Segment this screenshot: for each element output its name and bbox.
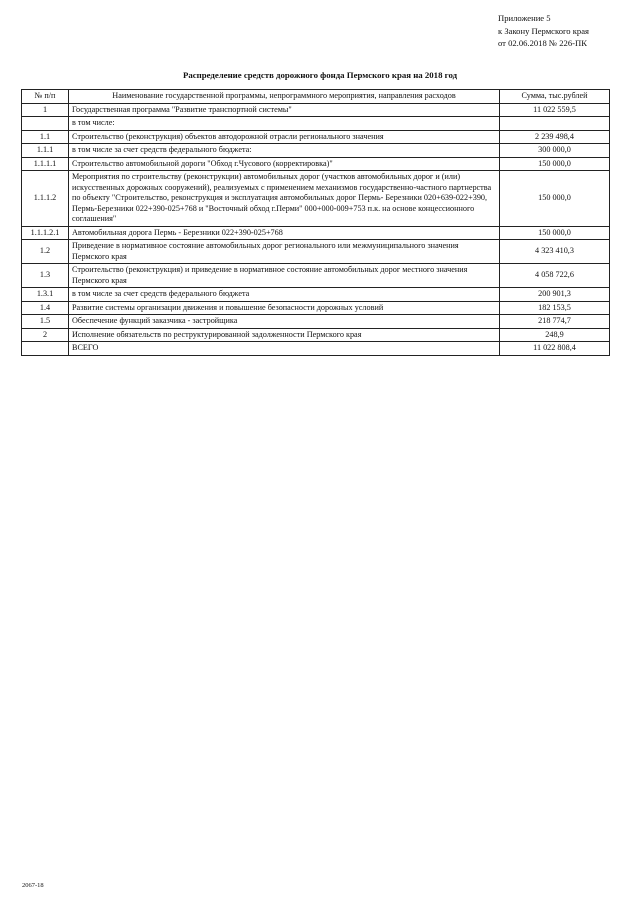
table-row xyxy=(22,264,610,288)
row-number: 1.1 xyxy=(22,130,69,144)
row-name: Строительство (реконструкция) и приведение в нормативное состояние автомобильных дорог местного значения Пермского края xyxy=(69,264,500,288)
row-name: Исполнение обязательств по реструктурированной задолженности Пермского края xyxy=(69,328,500,342)
header-name: Наименование государственной программы, непрограммного мероприятия, направления расходов xyxy=(69,90,500,104)
row-sum: 182 153,5 xyxy=(500,301,610,315)
document-title: Распределение средств дорожного фонда Пермского края на 2018 год xyxy=(182,70,458,80)
row-number: 1.1.1.1 xyxy=(22,157,69,171)
appendix-note xyxy=(498,12,589,50)
row-sum: 11 022 559,5 xyxy=(500,103,610,117)
row-number xyxy=(22,117,69,131)
row-number: 1.2 xyxy=(22,240,69,264)
table-row xyxy=(22,288,610,302)
row-name: Строительство автомобильной дороги "Обход г.Чусового (корректировка)" xyxy=(69,157,500,171)
header-num: № п/п xyxy=(22,90,69,104)
appendix-line-2: к Закону Пермского края xyxy=(498,25,589,36)
row-sum: 150 000,0 xyxy=(500,157,610,171)
row-sum: 300 000,0 xyxy=(500,144,610,158)
table-row xyxy=(22,328,610,342)
row-name: Приведение в нормативное состояние автомобильных дорог регионального или межмуниципального значения Пермского края xyxy=(69,240,500,264)
table-body xyxy=(22,103,610,355)
appendix-line-3: от 02.06.2018 № 226-ПК xyxy=(498,38,587,48)
table-row xyxy=(22,157,610,171)
row-number: 1.3.1 xyxy=(22,288,69,302)
row-sum: 218 774,7 xyxy=(500,315,610,329)
table-row xyxy=(22,301,610,315)
row-name: ВСЕГО xyxy=(69,342,500,356)
row-number: 1.1.1 xyxy=(22,144,69,158)
row-sum: 2 239 498,4 xyxy=(500,130,610,144)
row-name: Строительство (реконструкция) объектов автодорожной отрасли регионального значения xyxy=(69,130,500,144)
row-number: 1 xyxy=(22,103,69,117)
row-name: Развитие системы организации движения и повышение безопасности дорожных условий xyxy=(69,301,500,315)
table-row xyxy=(22,103,610,117)
row-sum: 4 323 410,3 xyxy=(500,240,610,264)
table-row xyxy=(22,342,610,356)
row-name: Мероприятия по строительству (реконструкции) автомобильных дорог (участков автомобильных дорог и (или) искусственных дорожных сооружений), реализуемых с применением механизмов государственно-частного партнерства по объекту "Строительство, реконструкция и эксплуатация автомобильных дорог Пермь- Березники 020+639-022+390, Пермь-Березники 022+390-025+768 и "Восточный обход г.Перми" 000+000-009+753 п.к. на основе концессионного соглашения" xyxy=(69,171,500,227)
row-number: 1.1.1.2 xyxy=(22,171,69,227)
row-name: Государственная программа "Развитие транспортной системы" xyxy=(69,103,500,117)
appendix-line-1: Приложение 5 xyxy=(498,13,551,23)
table-row xyxy=(22,130,610,144)
row-sum: 248,9 xyxy=(500,328,610,342)
budget-table xyxy=(21,89,610,356)
table-row xyxy=(22,171,610,227)
table-row xyxy=(22,240,610,264)
table-row xyxy=(22,117,610,131)
table-row xyxy=(22,315,610,329)
row-name: Автомобильная дорога Пермь - Березники 022+390-025+768 xyxy=(69,226,500,240)
row-sum: 4 058 722,6 xyxy=(500,264,610,288)
row-sum: 200 901,3 xyxy=(500,288,610,302)
table-header-row xyxy=(22,90,610,104)
table-row xyxy=(22,144,610,158)
row-sum: 150 000,0 xyxy=(500,226,610,240)
row-name: в том числе за счет средств федерального бюджета: xyxy=(69,144,500,158)
row-number xyxy=(22,342,69,356)
header-sum: Сумма, тыс.рублей xyxy=(500,90,610,104)
row-name: в том числе: xyxy=(69,117,500,131)
row-sum: 11 022 808,4 xyxy=(500,342,610,356)
footer-code: 2067-18 xyxy=(22,882,44,889)
row-number: 1.1.1.2.1 xyxy=(22,226,69,240)
row-number: 1.3 xyxy=(22,264,69,288)
row-sum: 150 000,0 xyxy=(500,171,610,227)
row-number: 1.5 xyxy=(22,315,69,329)
row-name: в том числе за счет средств федерального бюджета xyxy=(69,288,500,302)
row-name: Обеспечение функций заказчика - застройщика xyxy=(69,315,500,329)
row-number: 2 xyxy=(22,328,69,342)
row-sum xyxy=(500,117,610,131)
table-row xyxy=(22,226,610,240)
row-number: 1.4 xyxy=(22,301,69,315)
